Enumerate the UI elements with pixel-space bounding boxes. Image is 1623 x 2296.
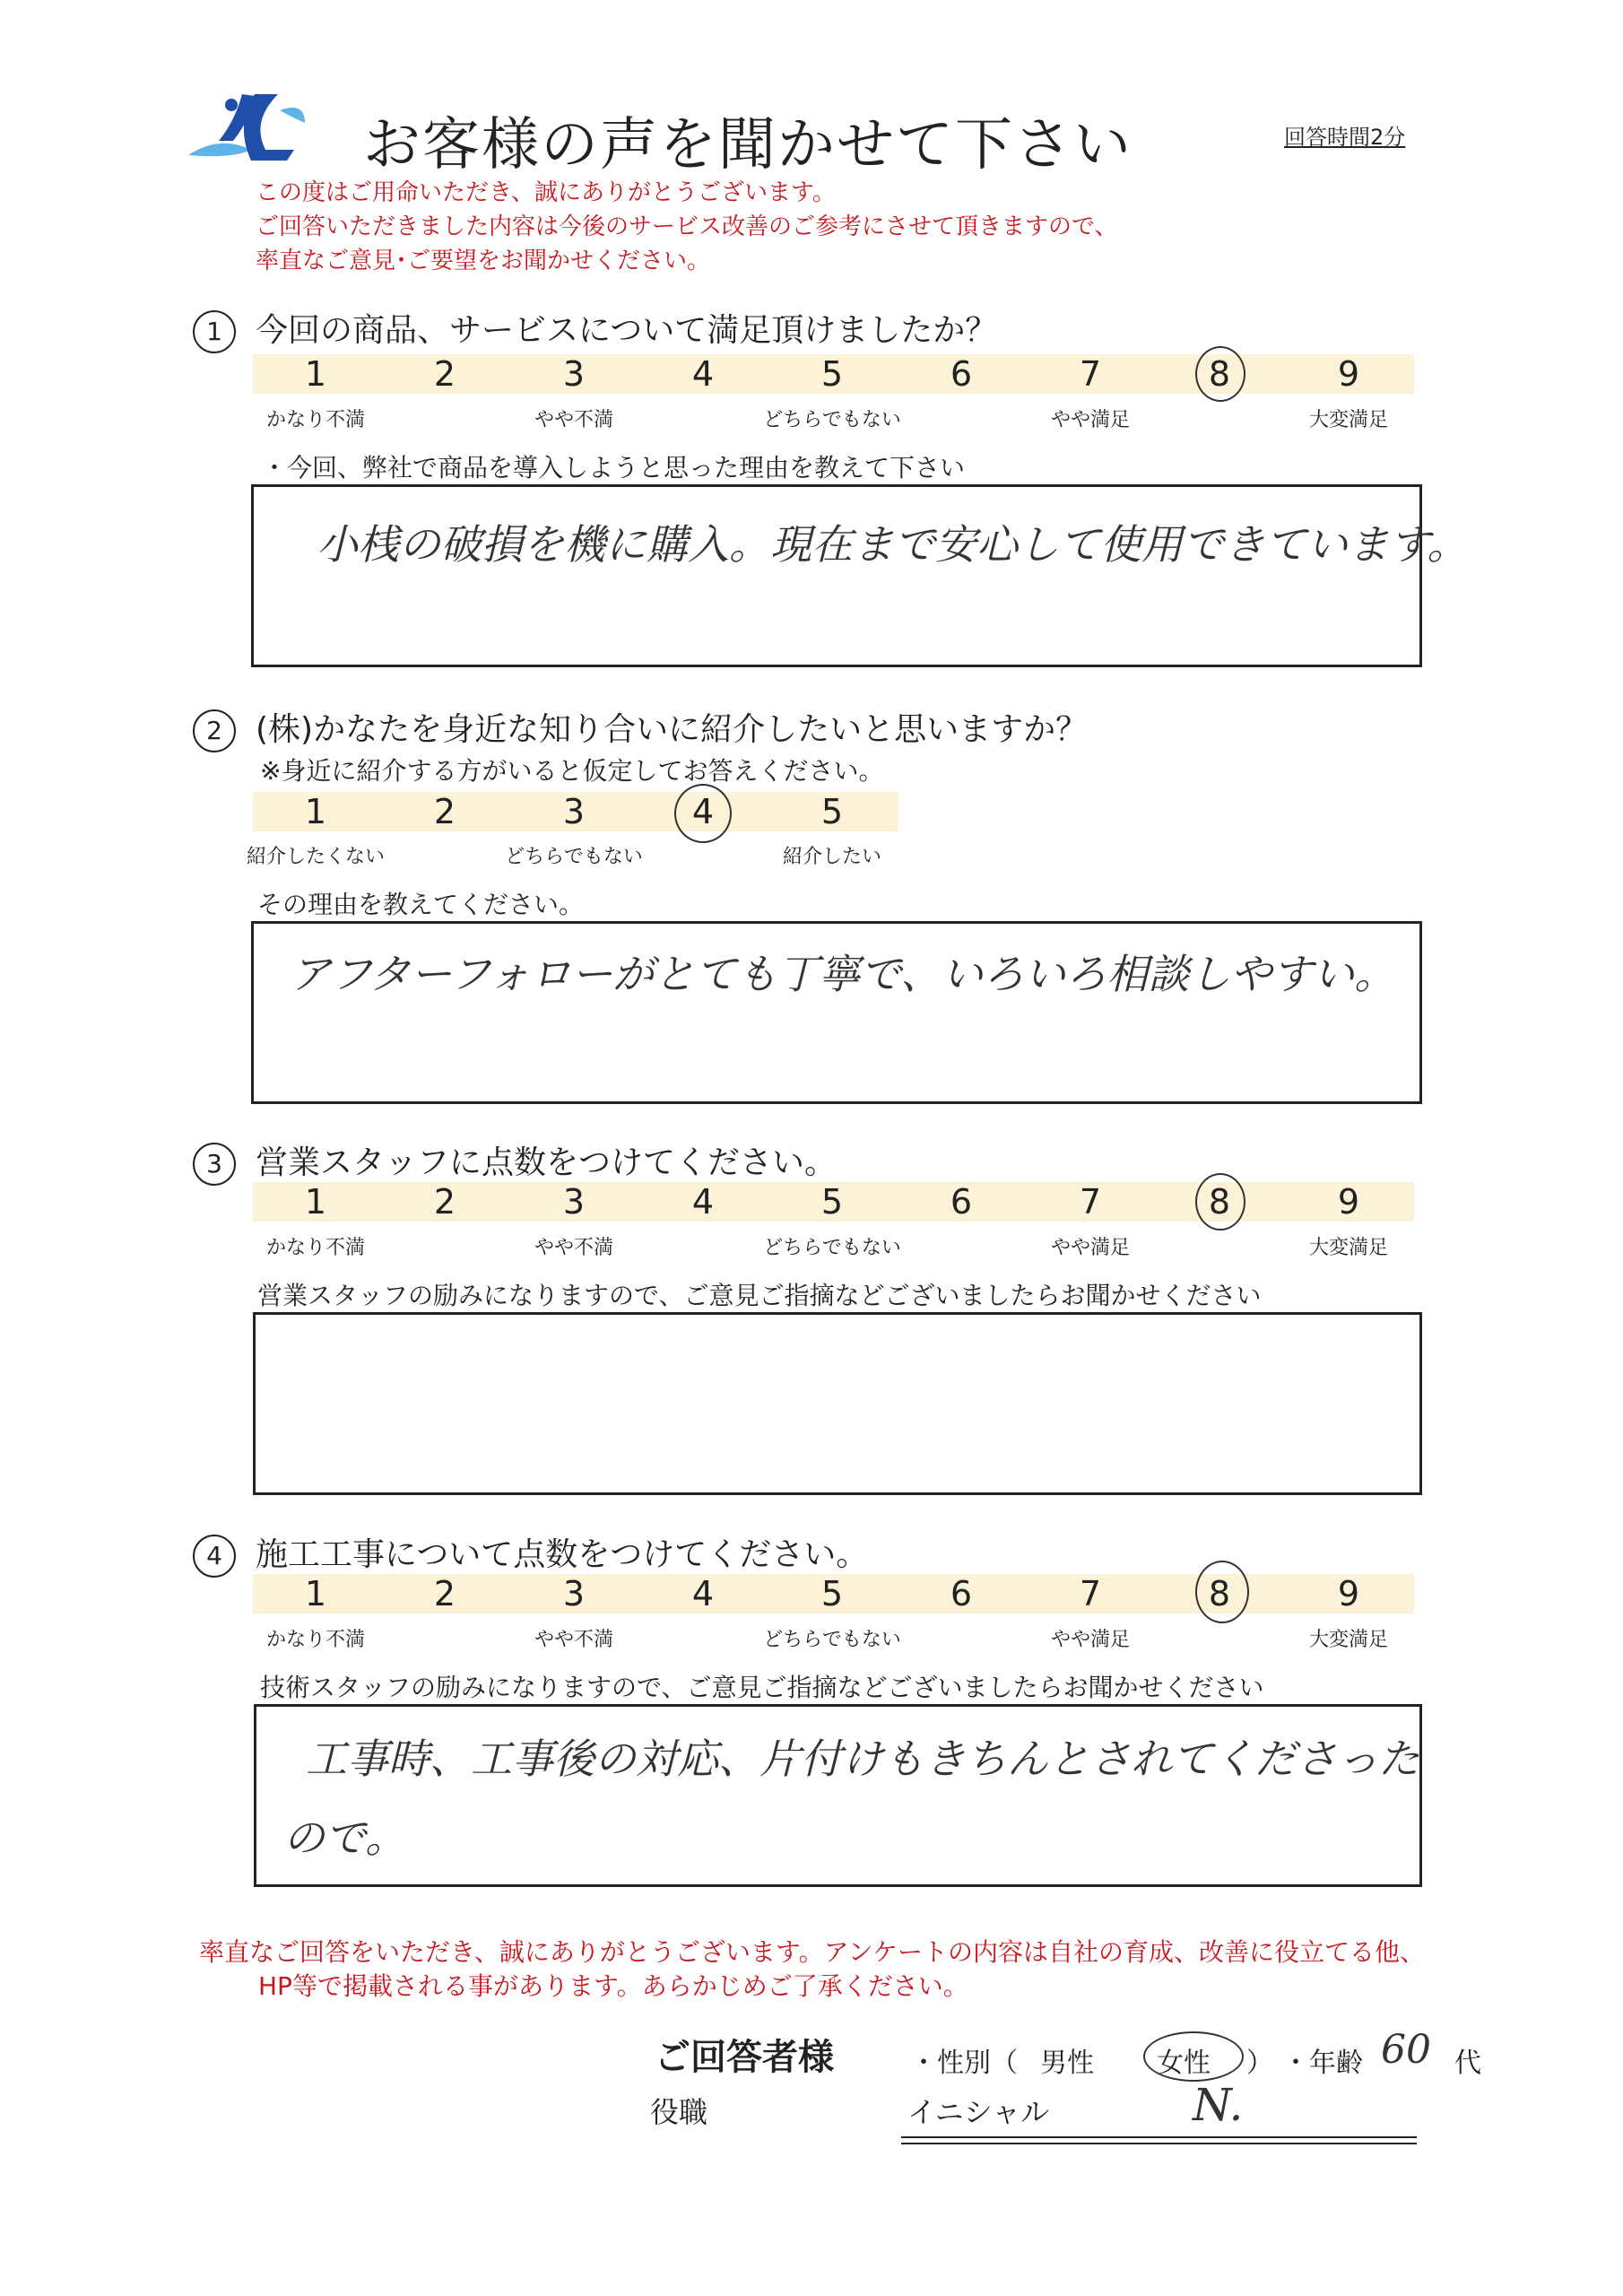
initial-label: イニシャル — [907, 2095, 1050, 2129]
footer-note-line-1: 率直なご回答をいただき、誠にありがとうございます。アンケートの内容は自社の育成、改善に役立てる他、 — [199, 1937, 1425, 1967]
role-label: 役職 — [650, 2095, 708, 2129]
question-text: 営業スタッフに点数をつけてください。 — [256, 1144, 838, 1181]
rating-option-8[interactable]: 8 — [1208, 1182, 1231, 1222]
rating-option-6[interactable]: 6 — [950, 1574, 973, 1613]
question-text: 施工工事について点数をつけてください。 — [256, 1536, 869, 1573]
rating-option-1[interactable]: 1 — [304, 792, 327, 831]
scale-label: かなり不満 — [265, 1629, 365, 1651]
rating-option-5[interactable]: 5 — [820, 1182, 844, 1222]
rating-option-8[interactable]: 8 — [1208, 1574, 1231, 1613]
intro-line: この度はご用命いただき、誠にありがとうございます。 — [256, 179, 836, 206]
scale-label: かなり不満 — [265, 409, 365, 431]
scale-label: 大変満足 — [1308, 409, 1388, 431]
intro-line: 率直なご意見･ご要望をお聞かせください。 — [256, 248, 711, 274]
reason-label: ・今回、弊社で商品を導入しようと思った理由を教えて下さい — [262, 453, 966, 483]
rating-option-9[interactable]: 9 — [1337, 1182, 1360, 1222]
handwritten-answer: 小桟の破損を機に購入。現在まで安心して使用できています。 — [317, 520, 1469, 569]
question-note: ※身近に紹介する方がいると仮定してお答えください。 — [260, 756, 884, 786]
answer-time: 回答時間2分 — [1284, 125, 1406, 150]
selected-rating-circle — [1195, 1561, 1249, 1623]
age-label: ・年齢 — [1282, 2048, 1363, 2079]
rating-option-7[interactable]: 7 — [1079, 1574, 1102, 1613]
rating-option-4[interactable]: 4 — [691, 792, 715, 831]
rating-option-5[interactable]: 5 — [820, 354, 844, 394]
intro-line: ご回答いただきました内容は今後のサービス改善のご参考にさせて頂きますので、 — [256, 213, 1118, 240]
reason-label: 技術スタッフの励みになりますので、ご意見ご指摘などございましたらお聞かせください — [260, 1673, 1264, 1702]
page-title: お客様の声を聞かせて下さい — [363, 112, 1133, 178]
gender-option-female[interactable]: 女性 — [1157, 2048, 1211, 2079]
handwritten-answer: アフターフォローがとても丁寧で、いろいろ相談しやすい。 — [290, 950, 1396, 998]
scale-label: やや不満 — [534, 1629, 613, 1651]
question-1-title — [193, 305, 997, 353]
rating-option-1[interactable]: 1 — [304, 1182, 327, 1222]
age-value[interactable]: 60 — [1381, 2027, 1431, 2073]
rating-option-3[interactable]: 3 — [562, 1182, 586, 1222]
scale-label: やや不満 — [534, 1237, 613, 1259]
scale-label: 紹介したくない — [246, 846, 385, 868]
signature-line-bottom — [901, 2143, 1417, 2144]
answer-box[interactable] — [253, 1312, 1422, 1495]
rating-option-4[interactable]: 4 — [691, 354, 715, 394]
gender-close: ） — [1246, 2048, 1273, 2079]
rating-option-5[interactable]: 5 — [820, 792, 844, 831]
scale-label: どちらでもない — [505, 846, 643, 868]
scale-label: やや満足 — [1050, 409, 1130, 431]
selected-rating-circle — [674, 784, 732, 843]
rating-option-6[interactable]: 6 — [950, 1182, 973, 1222]
rating-option-6[interactable]: 6 — [950, 354, 973, 394]
rating-option-2[interactable]: 2 — [433, 1574, 456, 1613]
age-unit: 代 — [1454, 2048, 1481, 2079]
question-3-title — [193, 1137, 837, 1186]
rating-option-7[interactable]: 7 — [1079, 354, 1102, 394]
company-logo — [179, 85, 314, 175]
rating-option-4[interactable]: 4 — [691, 1574, 715, 1613]
rating-option-4[interactable]: 4 — [691, 1182, 715, 1222]
question-number: 4 — [193, 1535, 236, 1578]
rating-option-3[interactable]: 3 — [562, 1574, 586, 1613]
rating-option-3[interactable]: 3 — [562, 792, 586, 831]
gender-label: ・性別（ — [910, 2048, 1018, 2079]
rating-option-1[interactable]: 1 — [304, 1574, 327, 1613]
handwritten-answer-line-2: ので。 — [283, 1813, 407, 1862]
answer-box[interactable] — [251, 921, 1422, 1104]
rating-option-5[interactable]: 5 — [820, 1574, 844, 1613]
question-number: 3 — [193, 1143, 236, 1186]
intro-text — [256, 176, 1117, 278]
answer-box[interactable] — [254, 1704, 1422, 1887]
rating-option-9[interactable]: 9 — [1337, 354, 1360, 394]
answer-box[interactable] — [251, 484, 1469, 667]
reason-label: 営業スタッフの励みになりますので、ご意見ご指摘などございましたらお聞かせください — [257, 1281, 1262, 1310]
question-2-title — [193, 704, 1088, 752]
selected-rating-circle — [1195, 346, 1245, 402]
scale-label: やや不満 — [534, 409, 613, 431]
scale-label: どちらでもない — [763, 1237, 901, 1259]
scale-label: 大変満足 — [1308, 1629, 1388, 1651]
signature-line-top — [901, 2136, 1417, 2138]
rating-option-9[interactable]: 9 — [1337, 1574, 1360, 1613]
initial-value[interactable]: N. — [1193, 2079, 1244, 2131]
scale-label: かなり不満 — [265, 1237, 365, 1259]
rating-option-7[interactable]: 7 — [1079, 1182, 1102, 1222]
rating-option-1[interactable]: 1 — [304, 354, 327, 394]
rating-option-2[interactable]: 2 — [433, 792, 456, 831]
footer-note-line-2: HP等で掲載される事があります。あらかじめご了承ください。 — [258, 1971, 968, 2001]
selected-rating-circle — [1195, 1173, 1245, 1231]
question-4-title — [193, 1529, 868, 1578]
scale-label: やや満足 — [1050, 1237, 1130, 1259]
question-text: (株)かなたを身近な知り合いに紹介したいと思いますか？ — [256, 711, 1089, 748]
question-number: 2 — [193, 709, 236, 752]
handwritten-answer-line-1: 工事時、工事後の対応、片付けもきちんとされてくださった — [306, 1735, 1419, 1783]
reason-label: その理由を教えてください。 — [257, 890, 585, 919]
scale-label: やや満足 — [1050, 1629, 1130, 1651]
scale-label: 大変満足 — [1308, 1237, 1388, 1259]
question-number: 1 — [193, 310, 236, 353]
respondent-heading: ご回答者様 — [655, 2037, 834, 2078]
scale-label: どちらでもない — [763, 1629, 901, 1651]
question-text: 今回の商品、サービスについて満足頂けましたか？ — [256, 312, 998, 349]
rating-option-3[interactable]: 3 — [562, 354, 586, 394]
scale-label: 紹介したい — [782, 846, 881, 868]
rating-option-2[interactable]: 2 — [433, 1182, 456, 1222]
selected-gender-circle — [1143, 2031, 1244, 2082]
rating-option-2[interactable]: 2 — [433, 354, 456, 394]
scale-label: どちらでもない — [763, 409, 901, 431]
gender-option-male[interactable]: 男性 — [1040, 2048, 1094, 2079]
rating-option-8[interactable]: 8 — [1208, 354, 1231, 394]
